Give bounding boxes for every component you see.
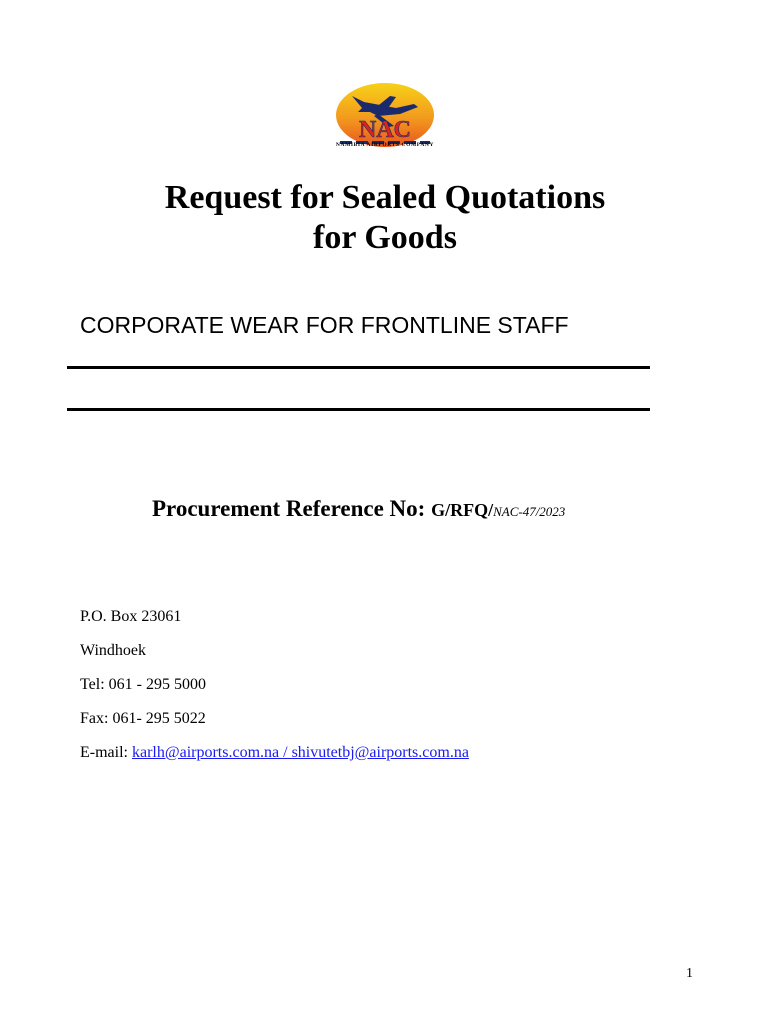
email-label: E-mail: [80,744,132,761]
title-line-2: for Goods [313,219,457,256]
reference-code: G/RFQ/ [431,500,494,520]
fax: Fax: 061- 295 5022 [80,710,206,727]
reference-label: Procurement Reference No: [152,496,426,521]
page-number: 1 [686,966,693,981]
procurement-reference [152,496,565,522]
logo-caption: NAMIBIA AIRPORTS COMPANY [335,142,435,148]
po-box: P.O. Box 23061 [80,608,182,625]
title-line-1: Request for Sealed Quotations [164,179,606,216]
logo-letters: NAC [359,117,411,143]
city: Windhoek [80,642,147,659]
email-link[interactable]: karlh@airports.com.na / shivutetbj@airports.com.na [131,744,469,761]
divider-line [67,366,650,369]
subject-text: CORPORATE WEAR FOR FRONTLINE STAFF [80,312,569,338]
telephone: Tel: 061 - 295 5000 [80,676,206,693]
divider-line [67,408,650,411]
reference-number: NAC-47/2023 [493,504,566,519]
document-title [0,178,770,258]
email-line [80,744,469,762]
